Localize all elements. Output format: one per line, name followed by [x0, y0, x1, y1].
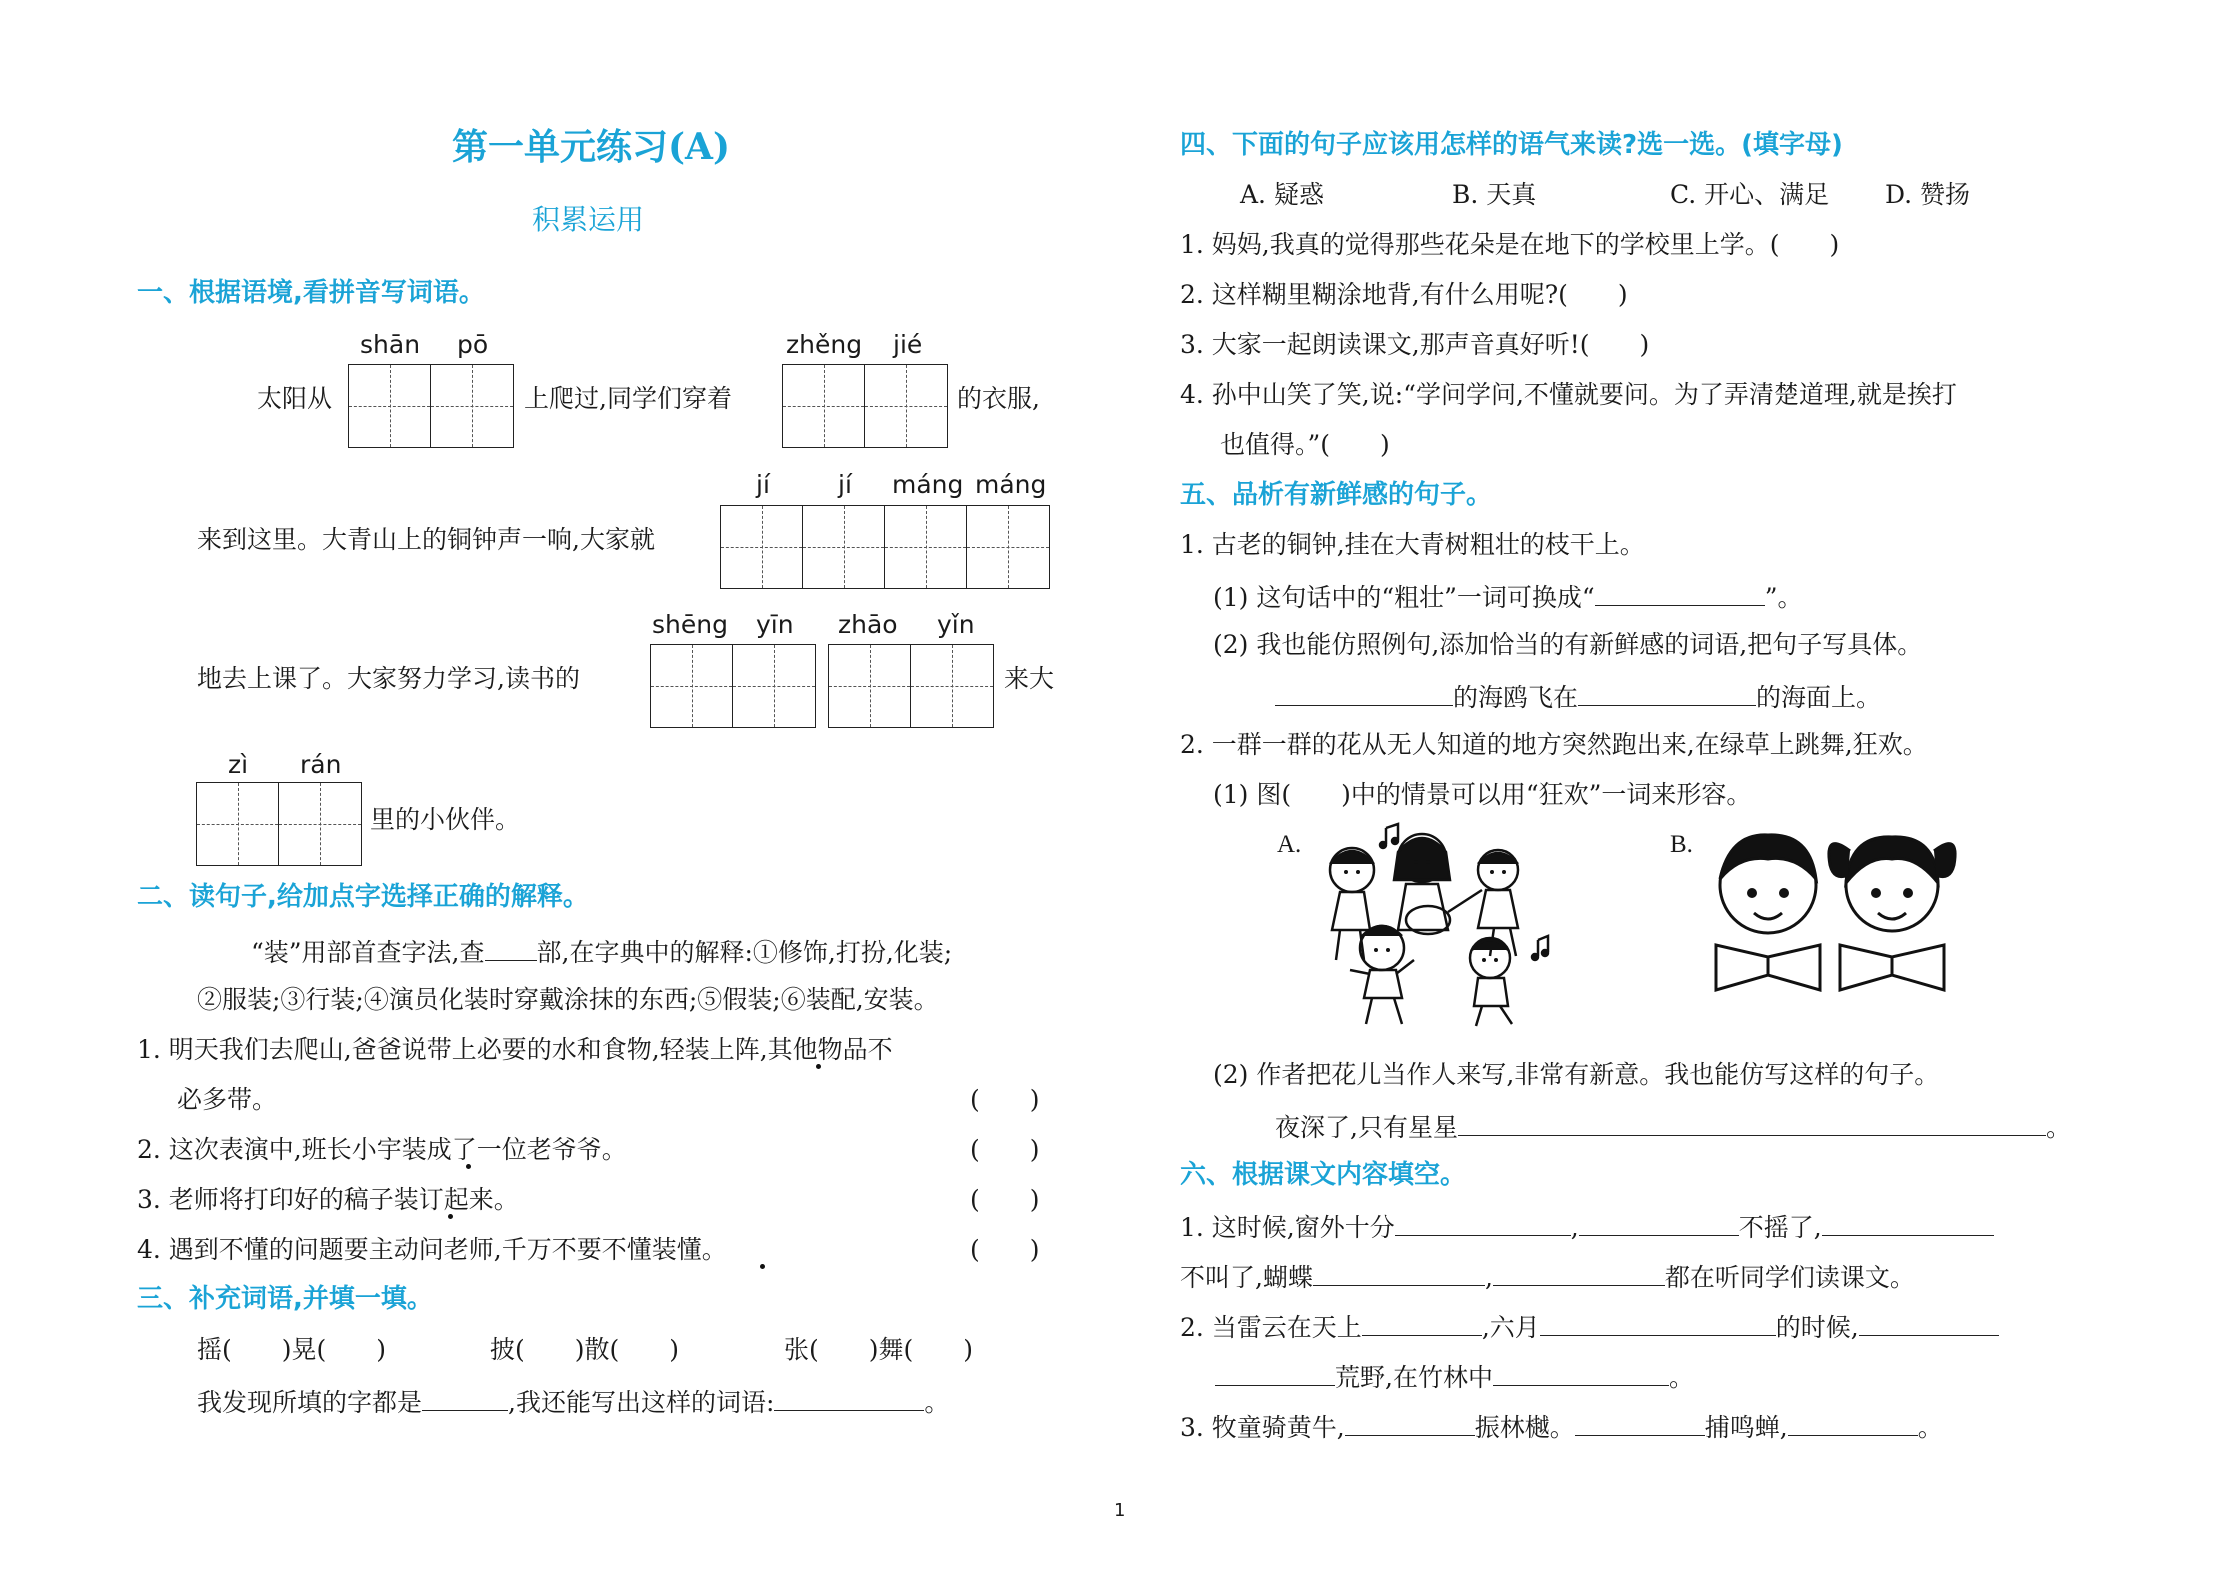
paragraph-text-part: ,我还能写出这样的词语: — [508, 1388, 775, 1417]
paragraph-text — [251, 935, 952, 968]
question-item: 3. 老师将打印好的稿子装订起来。 — [137, 1185, 519, 1214]
answer-parentheses[interactable]: ( ) — [970, 1235, 1040, 1264]
question-text-part: 。 — [2045, 1113, 2071, 1142]
answer-parentheses[interactable]: ( ) — [970, 1085, 1040, 1114]
fill-text-part: 3. 牧童骑黄牛, — [1180, 1413, 1345, 1442]
answer-blank[interactable] — [1395, 1210, 1571, 1236]
answer-blank[interactable] — [1822, 1210, 1994, 1236]
pinyin: zhāo — [838, 610, 898, 639]
pinyin: rán — [300, 750, 342, 779]
answer-parentheses[interactable]: ( ) — [970, 1135, 1040, 1164]
answer-blank[interactable] — [1578, 680, 1756, 706]
fill-text-part: 都在听同学们读课文。 — [1664, 1263, 1915, 1292]
paragraph-text: ②服装;③行装;④演员化装时穿戴涂抹的东西;⑤假装;⑥装配,安装。 — [197, 985, 939, 1014]
fill-text-part: 振林樾。 — [1474, 1413, 1575, 1442]
sentence-text: 的衣服, — [957, 384, 1040, 413]
emphasis-dot — [816, 1064, 821, 1069]
fill-line — [1180, 1310, 1999, 1343]
question-item: 也值得。”( ) — [1220, 430, 1390, 459]
fill-text-part: 。 — [1668, 1363, 1694, 1392]
pinyin: pō — [457, 330, 489, 359]
section-4-heading: 四、下面的句子应该用怎样的语气来读?选一选。(填字母) — [1180, 130, 1843, 160]
emphasis-dot — [466, 1164, 471, 1169]
question-item: 4. 遇到不懂的问题要主动问老师,千万不要不懂装懂。 — [137, 1235, 727, 1264]
fill-text-part: 捕鸣蝉, — [1704, 1413, 1788, 1442]
fill-text-part: 2. 当雷云在天上 — [1180, 1313, 1362, 1342]
pinyin: jié — [893, 330, 923, 359]
question-item — [1275, 680, 1881, 713]
fill-line — [1180, 1260, 1915, 1293]
question-item: 4. 孙中山笑了笑,说:“学问学问,不懂就要问。为了弄清楚道理,就是挨打 — [1180, 380, 1957, 409]
writing-grid-shengyin[interactable] — [650, 644, 816, 728]
fill-text-part: 荒野,在竹林中 — [1335, 1363, 1493, 1392]
pinyin: jí — [756, 470, 770, 499]
fill-text-part: , — [1570, 1213, 1579, 1242]
question-item — [1213, 580, 1802, 613]
option-b: B. 天真 — [1452, 180, 1537, 209]
fill-word[interactable]: 张( )舞( ) — [784, 1335, 974, 1364]
fill-line — [1215, 1360, 1694, 1393]
question-text-part: ”。 — [1764, 583, 1803, 612]
answer-blank[interactable] — [1859, 1310, 1999, 1336]
fill-line — [1180, 1410, 1943, 1443]
fill-text-part: 的时候, — [1775, 1313, 1859, 1342]
section-1-heading: 一、根据语境,看拼音写词语。 — [137, 278, 485, 308]
fill-text-part: 1. 这时候,窗外十分 — [1180, 1213, 1395, 1242]
option-a: A. 疑惑 — [1240, 180, 1324, 209]
paragraph-text-part: 我发现所填的字都是 — [197, 1388, 423, 1417]
sentence-text: 来到这里。大青山上的铜钟声一响,大家就 — [197, 525, 655, 554]
fill-text-part: 不摇了, — [1738, 1213, 1822, 1242]
answer-blank[interactable] — [1215, 1360, 1335, 1386]
answer-blank[interactable] — [1579, 1210, 1739, 1236]
reading-children-illustration[interactable] — [1700, 825, 1960, 995]
answer-blank[interactable] — [1788, 1410, 1918, 1436]
fill-word[interactable]: 摇( )晃( ) — [197, 1335, 387, 1364]
sentence-text: 上爬过,同学们穿着 — [524, 384, 732, 413]
section-3-heading: 三、补充词语,并填一填。 — [137, 1284, 433, 1314]
sentence-text: 来大 — [1004, 664, 1055, 693]
option-d: D. 赞扬 — [1885, 180, 1971, 209]
pinyin: máng — [892, 470, 964, 499]
paragraph-text-part: “装”用部首查字法,查 — [251, 938, 485, 967]
answer-blank[interactable] — [1595, 580, 1765, 606]
sentence-text: 地去上课了。大家努力学习,读书的 — [197, 664, 580, 693]
answer-blank[interactable] — [1493, 1360, 1669, 1386]
question-text-part: 夜深了,只有星星 — [1275, 1113, 1458, 1142]
question-text-part: 的海鸥飞在 — [1453, 683, 1579, 712]
question-item: (2) 作者把花儿当作人来写,非常有新意。我也能仿写这样的句子。 — [1213, 1060, 1940, 1089]
question-item: 1. 妈妈,我真的觉得那些花朵是在地下的学校里上学。( ) — [1180, 230, 1840, 259]
page-number: 1 — [1114, 1500, 1126, 1521]
question-item: 2. 一群一群的花从无人知道的地方突然跑出来,在绿草上跳舞,狂欢。 — [1180, 730, 1928, 759]
pinyin: zhěng — [786, 330, 863, 359]
emphasis-dot — [448, 1214, 453, 1219]
image-label-b: B. — [1670, 831, 1693, 858]
question-item: 2. 这次表演中,班长小宇装成了一位老爷爷。 — [137, 1135, 627, 1164]
pinyin: shēng — [652, 610, 728, 639]
section-6-heading: 六、根据课文内容填空。 — [1180, 1160, 1467, 1190]
option-c: C. 开心、满足 — [1670, 180, 1830, 209]
question-text-part: 的海面上。 — [1756, 683, 1882, 712]
answer-blank[interactable] — [1540, 1310, 1776, 1336]
writing-grid-ziran[interactable] — [196, 782, 362, 866]
pinyin: yǐn — [937, 610, 975, 639]
pinyin: shān — [360, 330, 421, 359]
writing-grid-zhaoyin[interactable] — [828, 644, 994, 728]
answer-blank[interactable] — [1493, 1260, 1665, 1286]
answer-blank[interactable] — [485, 935, 537, 961]
question-item: 必多带。 — [177, 1085, 278, 1114]
paragraph-text-part: 部,在字典中的解释:①修饰,打扮,化装; — [536, 938, 953, 967]
fill-text-part: 不叫了,蝴蝶 — [1180, 1263, 1313, 1292]
fill-text-part: , — [1484, 1263, 1493, 1292]
paragraph-text — [197, 1385, 949, 1418]
fill-line — [1180, 1210, 1994, 1243]
dancing-children-illustration[interactable] — [1310, 820, 1560, 1030]
answer-parentheses[interactable]: ( ) — [970, 1185, 1040, 1214]
sentence-text: 太阳从 — [257, 384, 333, 413]
image-label-a: A. — [1277, 831, 1302, 858]
question-item: 2. 这样糊里糊涂地背,有什么用呢?( ) — [1180, 280, 1628, 309]
answer-blank[interactable] — [774, 1385, 924, 1411]
pinyin: jí — [838, 470, 852, 499]
question-item: (2) 我也能仿照例句,添加恰当的有新鲜感的词语,把句子写具体。 — [1213, 630, 1923, 659]
question-item: 1. 古老的铜钟,挂在大青树粗壮的枝干上。 — [1180, 530, 1645, 559]
section-2-heading: 二、读句子,给加点字选择正确的解释。 — [137, 882, 589, 912]
answer-blank[interactable] — [1362, 1310, 1482, 1336]
section-5-heading: 五、品析有新鲜感的句子。 — [1180, 480, 1493, 510]
question-item: (1) 图( )中的情景可以用“狂欢”一词来形容。 — [1213, 780, 1752, 809]
writing-grid-jijimangmang[interactable] — [720, 505, 1050, 589]
question-item: 1. 明天我们去爬山,爸爸说带上必要的水和食物,轻装上阵,其他物品不 — [137, 1035, 893, 1064]
answer-blank[interactable] — [1313, 1260, 1485, 1286]
fill-text-part: ,六月 — [1481, 1313, 1540, 1342]
pinyin: zì — [228, 750, 249, 779]
page-title: 第一单元练习(A) — [452, 126, 730, 168]
page-subtitle: 积累运用 — [532, 203, 645, 236]
emphasis-dot — [760, 1264, 765, 1269]
fill-word[interactable]: 披( )散( ) — [490, 1335, 680, 1364]
answer-blank[interactable] — [422, 1385, 508, 1411]
pinyin: yīn — [756, 610, 794, 639]
pinyin: máng — [975, 470, 1047, 499]
answer-blank[interactable] — [1458, 1110, 2046, 1136]
answer-blank[interactable] — [1575, 1410, 1705, 1436]
writing-grid-shanpo[interactable] — [348, 364, 514, 448]
answer-blank[interactable] — [1275, 680, 1453, 706]
answer-blank[interactable] — [1345, 1410, 1475, 1436]
question-text-part: (1) 这句话中的“粗壮”一词可换成“ — [1213, 583, 1595, 612]
question-item — [1275, 1110, 2071, 1143]
writing-grid-zhengjie[interactable] — [782, 364, 948, 448]
fill-text-part: 。 — [1917, 1413, 1943, 1442]
question-item: 3. 大家一起朗读课文,那声音真好听!( ) — [1180, 330, 1650, 359]
paragraph-text-part: 。 — [924, 1388, 950, 1417]
sentence-text: 里的小伙伴。 — [370, 805, 521, 834]
